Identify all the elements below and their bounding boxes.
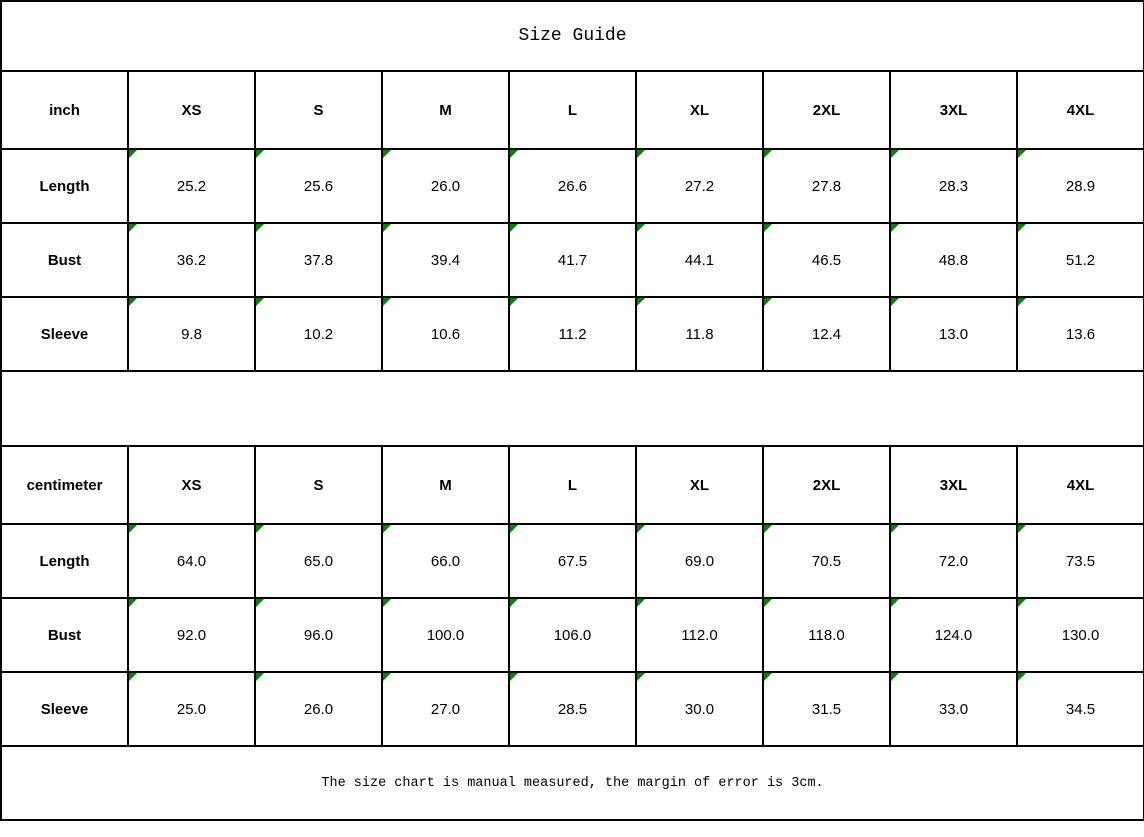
size-cell	[382, 297, 509, 371]
title-row	[1, 1, 1144, 71]
size-cell	[255, 149, 382, 223]
comment-flag-icon	[256, 224, 264, 232]
comment-flag-icon	[256, 150, 264, 158]
comment-flag-icon	[383, 224, 391, 232]
size-cell	[1017, 297, 1144, 371]
comment-flag-icon	[256, 599, 264, 607]
size-cell	[509, 524, 636, 598]
cell-value: 48.8	[938, 251, 969, 269]
comment-flag-icon	[510, 150, 518, 158]
cell-value: 10.6	[430, 325, 461, 343]
size-header-s: S	[255, 71, 382, 149]
comment-flag-icon	[764, 150, 772, 158]
comment-flag-icon	[129, 298, 137, 306]
spacer-row	[1, 371, 1144, 446]
cell-value: 39.4	[430, 251, 461, 269]
size-header-m: M	[382, 71, 509, 149]
size-cell	[128, 598, 255, 672]
footer-row	[1, 746, 1144, 820]
size-cell	[382, 524, 509, 598]
size-cell	[890, 297, 1017, 371]
cell-value: 124.0	[934, 626, 973, 644]
table-row-cm-bust	[1, 598, 1144, 672]
comment-flag-icon	[637, 673, 645, 681]
size-cell	[382, 598, 509, 672]
comment-flag-icon	[510, 525, 518, 533]
cell-value: 11.8	[685, 325, 714, 343]
cell-value: 70.5	[811, 552, 842, 570]
comment-flag-icon	[1018, 224, 1026, 232]
comment-flag-icon	[764, 673, 772, 681]
size-cell	[382, 672, 509, 746]
cell-value: 36.2	[176, 251, 207, 269]
cell-value: 37.8	[303, 251, 334, 269]
comment-flag-icon	[891, 599, 899, 607]
comment-flag-icon	[637, 224, 645, 232]
spacer-cell	[1, 371, 1144, 446]
size-cell	[1017, 598, 1144, 672]
table-row-inch-sleeve	[1, 297, 1144, 371]
cell-value: 34.5	[1065, 700, 1096, 718]
size-cell	[255, 223, 382, 297]
cell-value: 46.5	[811, 251, 842, 269]
cell-value: 27.2	[684, 177, 715, 195]
cell-value: 27.0	[430, 700, 461, 718]
comment-flag-icon	[129, 599, 137, 607]
size-cell	[763, 149, 890, 223]
comment-flag-icon	[637, 599, 645, 607]
size-cell	[890, 672, 1017, 746]
comment-flag-icon	[637, 525, 645, 533]
cell-value: 92.0	[176, 626, 207, 644]
cell-value: 25.2	[176, 177, 207, 195]
comment-flag-icon	[129, 673, 137, 681]
size-cell	[890, 598, 1017, 672]
size-cell	[255, 524, 382, 598]
comment-flag-icon	[256, 298, 264, 306]
comment-flag-icon	[891, 150, 899, 158]
comment-flag-icon	[383, 599, 391, 607]
cell-value: 26.0	[430, 177, 461, 195]
row-label: Sleeve	[1, 672, 128, 746]
table-row-inch-bust	[1, 223, 1144, 297]
size-cell	[509, 223, 636, 297]
size-cell	[636, 598, 763, 672]
size-header-3xl: 3XL	[890, 446, 1017, 524]
size-header-3xl: 3XL	[890, 71, 1017, 149]
comment-flag-icon	[383, 298, 391, 306]
comment-flag-icon	[637, 298, 645, 306]
size-cell	[128, 149, 255, 223]
cell-value: 65.0	[303, 552, 334, 570]
size-cell	[509, 672, 636, 746]
page-title: Size Guide	[1, 1, 1144, 71]
size-cell	[636, 672, 763, 746]
cell-value: 27.8	[811, 177, 842, 195]
cell-value: 11.2	[558, 325, 587, 343]
size-cell	[763, 598, 890, 672]
cell-value: 12.4	[811, 325, 842, 343]
size-header-s: S	[255, 446, 382, 524]
size-cell	[1017, 524, 1144, 598]
row-label: Bust	[1, 598, 128, 672]
cell-value: 73.5	[1065, 552, 1096, 570]
cell-value: 31.5	[811, 700, 842, 718]
unit-header-inch: inch	[1, 71, 128, 149]
cell-value: 51.2	[1065, 251, 1096, 269]
table-row-cm-sleeve	[1, 672, 1144, 746]
row-label: Length	[1, 149, 128, 223]
size-cell	[763, 672, 890, 746]
row-label: Bust	[1, 223, 128, 297]
cell-value: 25.6	[303, 177, 334, 195]
size-cell	[382, 223, 509, 297]
cell-value: 28.5	[557, 700, 588, 718]
cell-value: 10.2	[303, 325, 334, 343]
cell-value: 67.5	[557, 552, 588, 570]
cell-value: 112.0	[681, 626, 718, 644]
cell-value: 13.6	[1065, 325, 1096, 343]
comment-flag-icon	[129, 224, 137, 232]
cell-value: 25.0	[176, 700, 207, 718]
size-cell	[890, 149, 1017, 223]
cell-value: 72.0	[938, 552, 969, 570]
comment-flag-icon	[510, 298, 518, 306]
comment-flag-icon	[256, 525, 264, 533]
cell-value: 44.1	[684, 251, 715, 269]
comment-flag-icon	[764, 298, 772, 306]
footer-note: The size chart is manual measured, the margin of error is 3cm.	[1, 746, 1144, 820]
size-cell	[1017, 223, 1144, 297]
cell-value: 13.0	[938, 325, 969, 343]
size-cell	[1017, 672, 1144, 746]
size-cell	[763, 297, 890, 371]
size-cell	[763, 524, 890, 598]
comment-flag-icon	[637, 150, 645, 158]
comment-flag-icon	[383, 525, 391, 533]
size-cell	[255, 297, 382, 371]
comment-flag-icon	[383, 150, 391, 158]
size-header-4xl: 4XL	[1017, 446, 1144, 524]
row-label: Length	[1, 524, 128, 598]
size-cell	[763, 223, 890, 297]
cell-value: 106.0	[553, 626, 592, 644]
cell-value: 41.7	[557, 251, 588, 269]
comment-flag-icon	[764, 224, 772, 232]
size-cell	[636, 297, 763, 371]
table-row-cm-length	[1, 524, 1144, 598]
size-cell	[509, 297, 636, 371]
size-cell	[890, 524, 1017, 598]
size-header-4xl: 4XL	[1017, 71, 1144, 149]
cell-value: 69.0	[684, 552, 715, 570]
cell-value: 26.6	[557, 177, 588, 195]
row-label: Sleeve	[1, 297, 128, 371]
cell-value: 30.0	[684, 700, 715, 718]
cell-value: 28.3	[938, 177, 969, 195]
size-cell	[128, 223, 255, 297]
cell-value: 118.0	[808, 626, 845, 644]
centimeter-header-row	[1, 446, 1144, 524]
size-cell	[255, 672, 382, 746]
comment-flag-icon	[1018, 599, 1026, 607]
table-row-inch-length	[1, 149, 1144, 223]
comment-flag-icon	[891, 673, 899, 681]
cell-value: 66.0	[430, 552, 461, 570]
size-cell	[128, 672, 255, 746]
cell-value: 33.0	[938, 700, 969, 718]
comment-flag-icon	[1018, 673, 1026, 681]
comment-flag-icon	[383, 673, 391, 681]
comment-flag-icon	[891, 224, 899, 232]
size-header-m: M	[382, 446, 509, 524]
size-header-2xl: 2XL	[763, 71, 890, 149]
comment-flag-icon	[1018, 298, 1026, 306]
cell-value: 9.8	[181, 325, 202, 343]
size-header-2xl: 2XL	[763, 446, 890, 524]
size-cell	[382, 149, 509, 223]
size-cell	[636, 223, 763, 297]
size-header-xl: XL	[636, 71, 763, 149]
comment-flag-icon	[510, 673, 518, 681]
cell-value: 100.0	[426, 626, 465, 644]
size-cell	[1017, 149, 1144, 223]
size-cell	[636, 524, 763, 598]
comment-flag-icon	[1018, 525, 1026, 533]
comment-flag-icon	[891, 525, 899, 533]
size-cell	[255, 598, 382, 672]
comment-flag-icon	[764, 599, 772, 607]
size-header-xl: XL	[636, 446, 763, 524]
size-cell	[128, 524, 255, 598]
comment-flag-icon	[510, 599, 518, 607]
inch-header-row	[1, 71, 1144, 149]
comment-flag-icon	[129, 525, 137, 533]
size-cell	[128, 297, 255, 371]
size-cell	[890, 223, 1017, 297]
comment-flag-icon	[764, 525, 772, 533]
size-cell	[509, 598, 636, 672]
comment-flag-icon	[891, 298, 899, 306]
comment-flag-icon	[256, 673, 264, 681]
comment-flag-icon	[1018, 150, 1026, 158]
cell-value: 96.0	[303, 626, 334, 644]
comment-flag-icon	[510, 224, 518, 232]
size-header-l: L	[509, 71, 636, 149]
size-cell	[509, 149, 636, 223]
size-cell	[636, 149, 763, 223]
cell-value: 64.0	[176, 552, 207, 570]
cell-value: 26.0	[303, 700, 334, 718]
cell-value: 28.9	[1065, 177, 1096, 195]
comment-flag-icon	[129, 150, 137, 158]
cell-value: 130.0	[1061, 626, 1100, 644]
size-header-l: L	[509, 446, 636, 524]
size-header-xs: XS	[128, 446, 255, 524]
unit-header-centimeter: centimeter	[1, 446, 128, 524]
size-header-xs: XS	[128, 71, 255, 149]
